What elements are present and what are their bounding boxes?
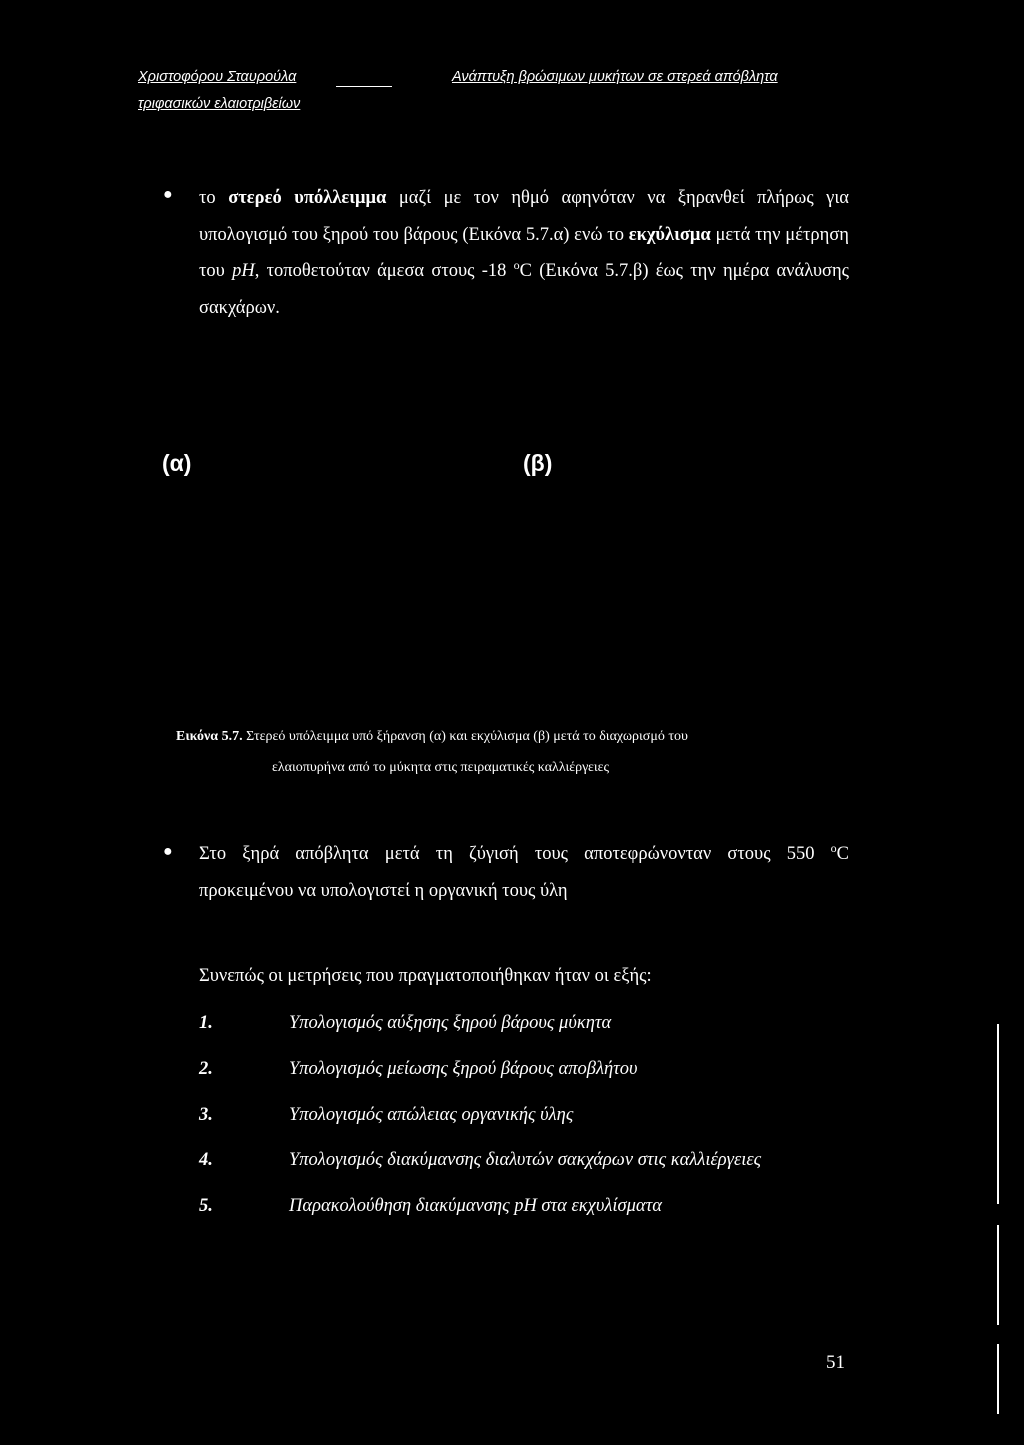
list-item [199,1105,849,1131]
list-item-number: 4. [199,1150,213,1170]
list-item [199,1013,849,1039]
list-item-number: 1. [199,1013,213,1033]
header-title-continued: τριφασικών ελαιοτριβείων [138,96,301,112]
list-item [199,1196,849,1222]
list-item-number: 3. [199,1105,213,1125]
term-solid-residue: στερεό υπόλλειμμα [228,188,387,208]
margin-line [997,1225,999,1325]
bullet-marker: ● [163,843,173,860]
bullet-paragraph-1: το στερεό υπόλλειμμα μαζί με τον ηθμό αφηνόταν να ξηρανθεί πλήρως για υπολογισμό του ξηρού του βάρους (Εικόνα 5.7.α) ενώ το εκχύλισμα μετά την μέτρηση του pH, τοποθετούταν άμεσα στους -18 $^o$C (Εικόνα 5.7.β) έως την ημέρα ανάλυσης σακχάρων. [199,188,849,318]
figure-caption-line-2: ελαιοπυρήνα από το μύκητα στις πειραματικές καλλιέργειες [272,760,610,775]
header-title: Ανάπτυξη βρώσιμων μυκήτων σε στερεά απόβλητα [452,69,778,85]
measurements-intro: Συνεπώς οι μετρήσεις που πραγματοποιήθηκαν ήταν οι εξής: [199,966,652,986]
list-item-number: 2. [199,1059,213,1079]
header-author: Χριστοφόρου Σταυρούλα [138,69,297,85]
term-extract: εκχύλισμα [628,224,711,245]
list-item-text: Υπολογισμός διακύμανσης διαλυτών σακχάρων στις καλλιέργειες [289,1150,762,1170]
list-item [199,1059,849,1085]
figure-label-a: (α) [162,450,192,476]
page-number: 51 [826,1352,845,1373]
figure-caption-line-1: Εικόνα 5.7. Στερεό υπόλειμμα υπό ξήρανση (α) και εκχύλισμα (β) μετά το διαχωρισμό του [176,729,688,744]
list-item-number: 5. [199,1196,213,1216]
list-item-text: Υπολογισμός μείωσης ξηρού βάρους αποβλήτου [289,1059,638,1079]
margin-line [997,1344,999,1414]
bullet-paragraph-2: Στο ξηρά απόβλητα μετά τη ζύγισή τους αποτεφρώνονταν στους 550 $^o$C προκειμένου να υπολογιστεί η οργανική τους ύλη [199,840,849,901]
figure-label-b: (β) [523,450,553,476]
list-item [199,1150,849,1176]
margin-line [997,1024,999,1204]
list-item-text: Υπολογισμός αύξησης ξηρού βάρους μύκητα [289,1013,612,1033]
list-item-text: Παρακολούθηση διακύμανσης pH στα εκχυλίσματα [289,1196,662,1216]
list-item-text: Υπολογισμός απώλειας οργανικής ύλης [289,1105,574,1125]
bullet-marker: ● [163,186,173,203]
header-underline [336,86,392,87]
